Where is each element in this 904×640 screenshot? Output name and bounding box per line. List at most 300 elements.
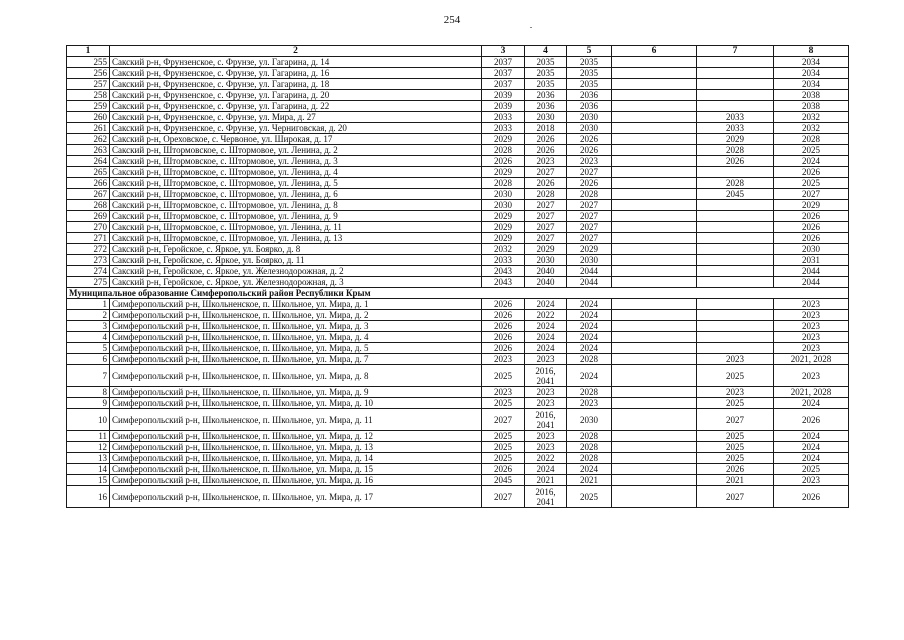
- year-cell-col7: 2025: [697, 442, 774, 453]
- year-cell-col5: 2030: [567, 123, 612, 134]
- address-cell: Симферопольский р-н, Школьненское, п. Школьное, ул. Мира, д. 4: [110, 332, 482, 343]
- year-cell-col6: [612, 189, 697, 200]
- table-row: [67, 233, 849, 244]
- year-cell-col4: 2030: [525, 112, 567, 123]
- year-line: 2041: [536, 419, 555, 430]
- year-cell-col6: [612, 211, 697, 222]
- year-cell-col3: 2033: [482, 255, 525, 266]
- year-cell-col6: [612, 321, 697, 332]
- year-cell-col5: 2024: [567, 365, 612, 387]
- year-cell-col8: 2023: [774, 475, 849, 486]
- year-cell-col8: 2021, 2028: [774, 387, 849, 398]
- address-cell: Симферопольский р-н, Школьненское, п. Школьное, ул. Мира, д. 10: [110, 398, 482, 409]
- year-cell-col7: [697, 332, 774, 343]
- address-cell: Сакский р-н, Штормовское, с. Штормовое, ул. Ленина, д. 11: [110, 222, 482, 233]
- row-number-cell: 259: [67, 101, 110, 112]
- year-cell-col5: 2024: [567, 310, 612, 321]
- address-cell: Сакский р-н, Фрунзенское, с. Фрунзе, ул. Мира, д. 27: [110, 112, 482, 123]
- row-number-cell: 262: [67, 134, 110, 145]
- year-cell-col8: 2044: [774, 277, 849, 288]
- year-cell-col5: 2029: [567, 244, 612, 255]
- year-line: 2016,: [535, 409, 556, 420]
- table-row: [67, 387, 849, 398]
- year-cell-col3: 2037: [482, 68, 525, 79]
- table-row: [67, 277, 849, 288]
- year-cell-col5: 2044: [567, 266, 612, 277]
- year-cell-col6: [612, 453, 697, 464]
- year-cell-col4: 2023: [525, 387, 567, 398]
- column-header: 8: [774, 46, 849, 57]
- year-cell-col8: 2025: [774, 464, 849, 475]
- section-row: [67, 288, 849, 299]
- table-row: [67, 90, 849, 101]
- row-number-cell: 14: [67, 464, 110, 475]
- table-row: [67, 354, 849, 365]
- year-line: 2016,: [535, 365, 556, 376]
- address-cell: Симферопольский р-н, Школьненское, п. Школьное, ул. Мира, д. 12: [110, 431, 482, 442]
- column-header: 5: [567, 46, 612, 57]
- year-cell-col3: 2029: [482, 222, 525, 233]
- address-cell: Сакский р-н, Штормовское, с. Штормовое, ул. Ленина, д. 9: [110, 211, 482, 222]
- year-cell-col5: 2026: [567, 178, 612, 189]
- year-cell-col5: 2024: [567, 321, 612, 332]
- year-cell-col7: 2023: [697, 387, 774, 398]
- year-cell-col8: 2034: [774, 57, 849, 68]
- address-cell: Симферопольский р-н, Школьненское, п. Школьное, ул. Мира, д. 2: [110, 310, 482, 321]
- address-cell: Сакский р-н, Фрунзенское, с. Фрунзе, ул. Гагарина, д. 18: [110, 79, 482, 90]
- year-cell-col4: 2024: [525, 343, 567, 354]
- year-cell-col7: [697, 255, 774, 266]
- row-number-cell: 260: [67, 112, 110, 123]
- year-cell-col4: 2040: [525, 266, 567, 277]
- year-cell-col3: 2027: [482, 486, 525, 508]
- year-cell-col8: 2023: [774, 299, 849, 310]
- year-cell-col7: 2021: [697, 475, 774, 486]
- year-cell-col3: 2029: [482, 134, 525, 145]
- table-row: [67, 442, 849, 453]
- row-number-cell: 265: [67, 167, 110, 178]
- year-cell-col7: 2025: [697, 398, 774, 409]
- column-header: 2: [110, 46, 482, 57]
- scan-speck: [530, 27, 532, 28]
- year-cell-col5: 2028: [567, 354, 612, 365]
- year-cell-col4: 2021: [525, 475, 567, 486]
- year-cell-col5: 2030: [567, 255, 612, 266]
- year-cell-col5: 2035: [567, 68, 612, 79]
- year-cell-col6: [612, 222, 697, 233]
- address-cell: Сакский р-н, Геройское, с. Яркое, ул. Железнодорожная, д. 3: [110, 277, 482, 288]
- year-cell-col4: 2035: [525, 79, 567, 90]
- table-row: [67, 409, 849, 431]
- year-cell-col7: [697, 200, 774, 211]
- table-row: [67, 222, 849, 233]
- year-cell-col4: 2024: [525, 321, 567, 332]
- year-cell-col3: 2045: [482, 475, 525, 486]
- row-number-cell: 255: [67, 57, 110, 68]
- year-cell-col4: 2023: [525, 156, 567, 167]
- year-cell-col6: [612, 365, 697, 387]
- address-cell: Сакский р-н, Штормовское, с. Штормовое, ул. Ленина, д. 13: [110, 233, 482, 244]
- year-cell-col8: 2027: [774, 189, 849, 200]
- row-number-cell: 267: [67, 189, 110, 200]
- year-cell-col7: 2028: [697, 178, 774, 189]
- year-cell-col8: 2024: [774, 442, 849, 453]
- row-number-cell: 271: [67, 233, 110, 244]
- row-number-cell: 256: [67, 68, 110, 79]
- table-row: [67, 156, 849, 167]
- year-cell-col3: 2028: [482, 145, 525, 156]
- year-cell-col5: 2026: [567, 134, 612, 145]
- section-header: [67, 288, 849, 299]
- year-cell-col6: [612, 464, 697, 475]
- year-cell-col8: 2044: [774, 266, 849, 277]
- table-row: [67, 464, 849, 475]
- table-row: [67, 398, 849, 409]
- address-cell: Сакский р-н, Геройское, с. Яркое, ул. Боярко, д. 8: [110, 244, 482, 255]
- address-cell: Симферопольский р-н, Школьненское, п. Школьное, ул. Мира, д. 8: [110, 365, 482, 387]
- address-cell: Сакский р-н, Фрунзенское, с. Фрунзе, ул. Гагарина, д. 22: [110, 101, 482, 112]
- row-number-cell: 10: [67, 409, 110, 431]
- row-number-cell: 9: [67, 398, 110, 409]
- year-cell-col6: [612, 255, 697, 266]
- table-row: [67, 244, 849, 255]
- row-number-cell: 11: [67, 431, 110, 442]
- address-cell: Сакский р-н, Фрунзенское, с. Фрунзе, ул. Черниговская, д. 20: [110, 123, 482, 134]
- year-cell-col6: [612, 112, 697, 123]
- row-number-cell: 272: [67, 244, 110, 255]
- table-row: [67, 200, 849, 211]
- year-cell-col4: 2027: [525, 200, 567, 211]
- row-number-cell: 7: [67, 365, 110, 387]
- table-row: [67, 178, 849, 189]
- year-cell-col8: 2026: [774, 233, 849, 244]
- year-cell-col8: 2032: [774, 112, 849, 123]
- address-cell: Симферопольский р-н, Школьненское, п. Школьное, ул. Мира, д. 14: [110, 453, 482, 464]
- year-cell-col8: 2024: [774, 431, 849, 442]
- address-cell: Симферопольский р-н, Школьненское, п. Школьное, ул. Мира, д. 5: [110, 343, 482, 354]
- year-line: 2016,: [535, 486, 556, 497]
- year-cell-col6: [612, 398, 697, 409]
- address-cell: Сакский р-н, Фрунзенское, с. Фрунзе, ул. Гагарина, д. 16: [110, 68, 482, 79]
- row-number-cell: 4: [67, 332, 110, 343]
- column-header: 7: [697, 46, 774, 57]
- year-cell-col4: 2024: [525, 332, 567, 343]
- year-cell-col6: [612, 101, 697, 112]
- address-cell: Симферопольский р-н, Школьненское, п. Школьное, ул. Мира, д. 1: [110, 299, 482, 310]
- year-cell-col5: 2028: [567, 453, 612, 464]
- year-cell-col4: 2035: [525, 68, 567, 79]
- year-cell-col8: 2026: [774, 409, 849, 431]
- year-cell-col7: [697, 233, 774, 244]
- row-number-cell: 3: [67, 321, 110, 332]
- address-cell: Симферопольский р-н, Школьненское, п. Школьное, ул. Мира, д. 11: [110, 409, 482, 431]
- row-number-cell: 275: [67, 277, 110, 288]
- year-cell-col7: [697, 266, 774, 277]
- year-cell-col3: 2033: [482, 123, 525, 134]
- year-cell-col6: [612, 354, 697, 365]
- year-cell-col8: 2024: [774, 156, 849, 167]
- year-cell-col7: [697, 167, 774, 178]
- row-number-cell: 268: [67, 200, 110, 211]
- year-cell-col6: [612, 409, 697, 431]
- row-number-cell: 261: [67, 123, 110, 134]
- year-cell-col3: 2037: [482, 57, 525, 68]
- row-number-cell: 269: [67, 211, 110, 222]
- year-cell-col7: [697, 211, 774, 222]
- address-cell: Сакский р-н, Штормовское, с. Штормовое, ул. Ленина, д. 3: [110, 156, 482, 167]
- year-cell-col5: 2023: [567, 156, 612, 167]
- address-cell: Симферопольский р-н, Школьненское, п. Школьное, ул. Мира, д. 13: [110, 442, 482, 453]
- year-cell-col3: 2043: [482, 266, 525, 277]
- year-cell-col6: [612, 79, 697, 90]
- year-cell-col8: 2023: [774, 365, 849, 387]
- year-cell-col8: 2023: [774, 332, 849, 343]
- year-cell-col7: [697, 321, 774, 332]
- year-cell-col8: 2034: [774, 79, 849, 90]
- year-cell-col6: [612, 57, 697, 68]
- row-number-cell: 273: [67, 255, 110, 266]
- year-cell-col8: 2026: [774, 211, 849, 222]
- year-cell-col6: [612, 156, 697, 167]
- row-number-cell: 266: [67, 178, 110, 189]
- table-row: [67, 310, 849, 321]
- row-number-cell: 258: [67, 90, 110, 101]
- year-cell-col4: 2027: [525, 211, 567, 222]
- table-body-saki: [67, 57, 849, 288]
- year-cell-col4: 2024: [525, 299, 567, 310]
- row-number-cell: 274: [67, 266, 110, 277]
- year-cell-col7: 2025: [697, 431, 774, 442]
- year-cell-col4: 2026: [525, 134, 567, 145]
- row-number-cell: 5: [67, 343, 110, 354]
- header-row: [67, 46, 849, 57]
- table-body-simferopol: [67, 299, 849, 508]
- year-cell-col6: [612, 332, 697, 343]
- year-cell-col8: 2031: [774, 255, 849, 266]
- year-cell-col4: 2023: [525, 431, 567, 442]
- year-cell-col7: 2027: [697, 409, 774, 431]
- year-cell-col5: 2024: [567, 464, 612, 475]
- row-number-cell: 8: [67, 387, 110, 398]
- table-row: [67, 112, 849, 123]
- year-cell-col5: 2021: [567, 475, 612, 486]
- year-cell-col6: [612, 200, 697, 211]
- year-cell-col8: 2038: [774, 90, 849, 101]
- year-cell-col5: 2027: [567, 222, 612, 233]
- address-cell: Симферопольский р-н, Школьненское, п. Школьное, ул. Мира, д. 17: [110, 486, 482, 508]
- year-cell-col5: 2023: [567, 398, 612, 409]
- year-cell-col7: 2026: [697, 156, 774, 167]
- year-cell-col3: 2029: [482, 167, 525, 178]
- year-cell-col4: 2023: [525, 354, 567, 365]
- year-cell-col4: 2026: [525, 178, 567, 189]
- row-number-cell: 270: [67, 222, 110, 233]
- year-cell-col7: 2023: [697, 354, 774, 365]
- year-cell-col3: 2025: [482, 398, 525, 409]
- year-cell-col7: 2027: [697, 486, 774, 508]
- table-row: [67, 57, 849, 68]
- table-row: [67, 299, 849, 310]
- year-cell-col3: 2043: [482, 277, 525, 288]
- table-row: [67, 79, 849, 90]
- address-cell: Симферопольский р-н, Школьненское, п. Школьное, ул. Мира, д. 7: [110, 354, 482, 365]
- year-cell-col8: 2023: [774, 321, 849, 332]
- address-cell: Симферопольский р-н, Школьненское, п. Школьное, ул. Мира, д. 15: [110, 464, 482, 475]
- year-cell-col6: [612, 486, 697, 508]
- year-cell-col8: 2024: [774, 453, 849, 464]
- year-cell-col7: 2029: [697, 134, 774, 145]
- year-cell-col3: 2033: [482, 112, 525, 123]
- year-line: 2041: [536, 496, 555, 507]
- year-cell-col6: [612, 178, 697, 189]
- column-header: 4: [525, 46, 567, 57]
- year-cell-col6: [612, 387, 697, 398]
- year-cell-col4: [525, 409, 567, 431]
- year-cell-col7: [697, 90, 774, 101]
- year-cell-col5: 2030: [567, 409, 612, 431]
- page-number: 254: [443, 14, 461, 26]
- year-cell-col8: 2026: [774, 167, 849, 178]
- year-cell-col3: 2025: [482, 365, 525, 387]
- row-number-cell: 12: [67, 442, 110, 453]
- year-cell-col8: 2021, 2028: [774, 354, 849, 365]
- year-cell-col5: 2035: [567, 79, 612, 90]
- year-cell-col4: 2036: [525, 101, 567, 112]
- year-cell-col7: [697, 244, 774, 255]
- year-cell-col4: 2027: [525, 167, 567, 178]
- year-cell-col7: 2026: [697, 464, 774, 475]
- table-row: [67, 365, 849, 387]
- year-cell-col3: 2030: [482, 200, 525, 211]
- year-cell-col6: [612, 244, 697, 255]
- address-cell: Сакский р-н, Геройское, с. Яркое, ул. Железнодорожная, д. 2: [110, 266, 482, 277]
- address-cell: Сакский р-н, Штормовское, с. Штормовое, ул. Ленина, д. 5: [110, 178, 482, 189]
- year-cell-col3: 2029: [482, 211, 525, 222]
- year-cell-col7: 2033: [697, 112, 774, 123]
- column-header: 6: [612, 46, 697, 57]
- year-cell-col7: 2025: [697, 365, 774, 387]
- year-cell-col8: 2028: [774, 134, 849, 145]
- year-cell-col4: [525, 365, 567, 387]
- year-cell-col5: 2036: [567, 90, 612, 101]
- row-number-cell: 13: [67, 453, 110, 464]
- address-cell: Симферопольский р-н, Школьненское, п. Школьное, ул. Мира, д. 9: [110, 387, 482, 398]
- year-cell-col3: 2023: [482, 354, 525, 365]
- year-cell-col8: 2029: [774, 200, 849, 211]
- register-table: [66, 45, 849, 508]
- year-cell-col7: [697, 79, 774, 90]
- year-cell-col3: 2023: [482, 387, 525, 398]
- year-cell-col5: 2024: [567, 299, 612, 310]
- year-cell-col6: [612, 431, 697, 442]
- address-cell: Сакский р-н, Ореховское, с. Червоное, ул. Широкая, д. 17: [110, 134, 482, 145]
- year-cell-col4: 2023: [525, 398, 567, 409]
- table-row: [67, 255, 849, 266]
- year-cell-col7: [697, 343, 774, 354]
- year-cell-col6: [612, 145, 697, 156]
- year-cell-col3: 2032: [482, 244, 525, 255]
- year-cell-col5: 2024: [567, 332, 612, 343]
- table-header: [67, 46, 849, 57]
- address-cell: Сакский р-н, Штормовское, с. Штормовое, ул. Ленина, д. 2: [110, 145, 482, 156]
- year-cell-col7: 2028: [697, 145, 774, 156]
- year-cell-col3: 2039: [482, 90, 525, 101]
- year-cell-col8: 2023: [774, 343, 849, 354]
- year-cell-col4: 2022: [525, 310, 567, 321]
- row-number-cell: 6: [67, 354, 110, 365]
- table-row: [67, 486, 849, 508]
- year-cell-col3: 2025: [482, 442, 525, 453]
- year-cell-col4: 2035: [525, 57, 567, 68]
- year-cell-col3: 2026: [482, 343, 525, 354]
- year-cell-col3: 2026: [482, 321, 525, 332]
- year-cell-col6: [612, 277, 697, 288]
- row-number-cell: 16: [67, 486, 110, 508]
- year-cell-col5: 2025: [567, 486, 612, 508]
- year-cell-col4: 2022: [525, 453, 567, 464]
- row-number-cell: 1: [67, 299, 110, 310]
- year-cell-col4: 2040: [525, 277, 567, 288]
- column-header: 1: [67, 46, 110, 57]
- year-cell-col6: [612, 123, 697, 134]
- year-cell-col3: 2026: [482, 156, 525, 167]
- year-cell-col7: [697, 222, 774, 233]
- table-row: [67, 145, 849, 156]
- year-cell-col5: 2027: [567, 233, 612, 244]
- year-cell-col8: 2026: [774, 222, 849, 233]
- year-cell-col5: 2027: [567, 200, 612, 211]
- year-cell-col4: 2036: [525, 90, 567, 101]
- year-cell-col7: [697, 299, 774, 310]
- table-row: [67, 475, 849, 486]
- year-cell-col6: [612, 134, 697, 145]
- year-cell-col8: 2026: [774, 486, 849, 508]
- year-cell-col6: [612, 310, 697, 321]
- year-cell-col3: 2027: [482, 409, 525, 431]
- row-number-cell: 257: [67, 79, 110, 90]
- year-cell-col3: 2026: [482, 299, 525, 310]
- address-cell: Сакский р-н, Штормовское, с. Штормовое, ул. Ленина, д. 4: [110, 167, 482, 178]
- table-row: [67, 167, 849, 178]
- table-row: [67, 332, 849, 343]
- year-cell-col6: [612, 442, 697, 453]
- table-row: [67, 101, 849, 112]
- year-cell-col8: 2030: [774, 244, 849, 255]
- address-cell: Сакский р-н, Фрунзенское, с. Фрунзе, ул. Гагарина, д. 20: [110, 90, 482, 101]
- year-cell-col7: [697, 277, 774, 288]
- table-row: [67, 431, 849, 442]
- table-row: [67, 68, 849, 79]
- year-cell-col3: 2025: [482, 431, 525, 442]
- year-cell-col6: [612, 299, 697, 310]
- row-number-cell: 15: [67, 475, 110, 486]
- year-cell-col5: 2028: [567, 442, 612, 453]
- year-cell-col8: 2025: [774, 178, 849, 189]
- year-cell-col8: 2032: [774, 123, 849, 134]
- year-cell-col4: 2029: [525, 244, 567, 255]
- year-cell-col5: 2035: [567, 57, 612, 68]
- year-cell-col6: [612, 90, 697, 101]
- year-cell-col6: [612, 266, 697, 277]
- year-cell-col5: 2027: [567, 167, 612, 178]
- address-cell: Сакский р-н, Штормовское, с. Штормовое, ул. Ленина, д. 8: [110, 200, 482, 211]
- year-cell-col7: [697, 310, 774, 321]
- year-cell-col5: 2024: [567, 343, 612, 354]
- year-cell-col6: [612, 343, 697, 354]
- address-cell: Сакский р-н, Фрунзенское, с. Фрунзе, ул. Гагарина, д. 14: [110, 57, 482, 68]
- year-cell-col5: 2028: [567, 431, 612, 442]
- row-number-cell: 263: [67, 145, 110, 156]
